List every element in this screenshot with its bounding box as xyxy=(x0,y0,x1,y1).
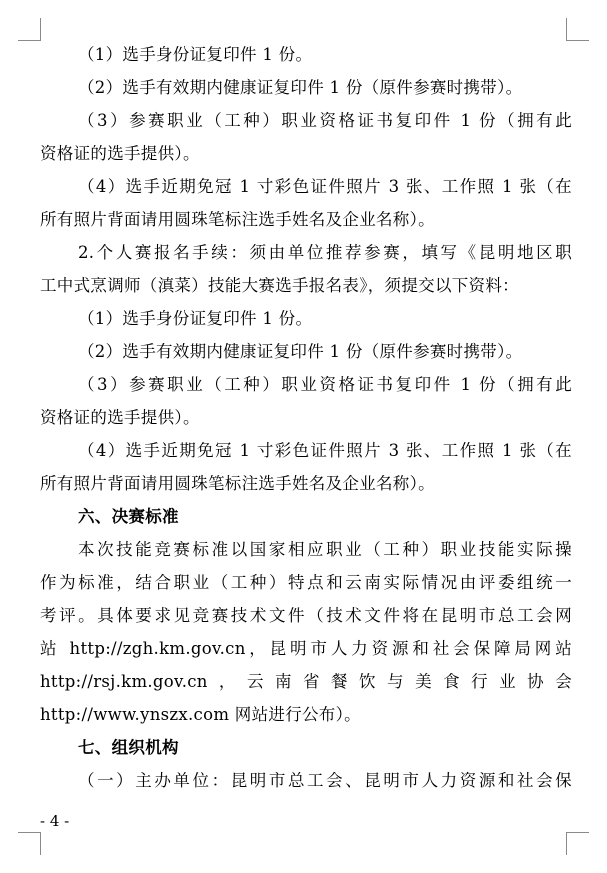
page-number: - 4 - xyxy=(40,812,70,830)
doc-line: （2）选手有效期内健康证复印件 1 份（原件参赛时携带）。 xyxy=(78,78,523,97)
document-body xyxy=(40,38,572,797)
doc-line: 所有照片背面请用圆珠笔标注选手姓名及企业名称）。 xyxy=(40,210,435,229)
doc-line: （一）主办单位：昆明市总工会、昆明市人力资源和社会保 xyxy=(78,771,572,790)
doc-line: 工中式烹调师（滇菜）技能大赛选手报名表》，须提交以下资料： xyxy=(40,276,519,295)
crop-mark-bottom-left xyxy=(18,832,41,855)
doc-line: （3）参赛职业（工种）职业资格证书复印件 1 份（拥有此 xyxy=(78,111,572,130)
doc-line: （2）选手有效期内健康证复印件 1 份（原件参赛时携带）。 xyxy=(78,342,523,361)
doc-line: 作为标准，结合职业（工种）特点和云南实际情况由评委组统一 xyxy=(40,573,572,592)
crop-mark-bottom-right xyxy=(566,832,589,855)
doc-line: （4）选手近期免冠 1 寸彩色证件照片 3 张、工作照 1 张（在 xyxy=(78,441,572,460)
doc-line: 考评。具体要求见竞赛技术文件（技术文件将在昆明市总工会网 xyxy=(40,606,572,625)
doc-line: 所有照片背面请用圆珠笔标注选手姓名及企业名称）。 xyxy=(40,474,435,493)
section-heading: 七、组织机构 xyxy=(78,738,179,757)
crop-mark-top-left xyxy=(18,18,41,41)
doc-line: http://www.ynszx.com 网站进行公布）。 xyxy=(40,705,361,724)
section-heading: 六、决赛标准 xyxy=(78,507,179,526)
doc-line: 资格证的选手提供）。 xyxy=(40,144,200,163)
doc-line: （1）选手身份证复印件 1 份。 xyxy=(78,309,313,328)
doc-line: （4）选手近期免冠 1 寸彩色证件照片 3 张、工作照 1 张（在 xyxy=(78,177,572,196)
doc-line: （3）参赛职业（工种）职业资格证书复印件 1 份（拥有此 xyxy=(78,375,572,394)
doc-line: 站 http://zgh.km.gov.cn，昆明市人力资源和社会保障局网站 xyxy=(40,639,572,658)
doc-line: http://rsj.km.gov.cn，云南省餐饮与美食行业协会 xyxy=(40,672,572,691)
doc-line: 2.个人赛报名手续：须由单位推荐参赛，填写《昆明地区职 xyxy=(78,243,572,262)
doc-line: 资格证的选手提供）。 xyxy=(40,408,200,427)
doc-line: （1）选手身份证复印件 1 份。 xyxy=(78,45,313,64)
doc-line: 本次技能竞赛标准以国家相应职业（工种）职业技能实际操 xyxy=(78,540,572,559)
